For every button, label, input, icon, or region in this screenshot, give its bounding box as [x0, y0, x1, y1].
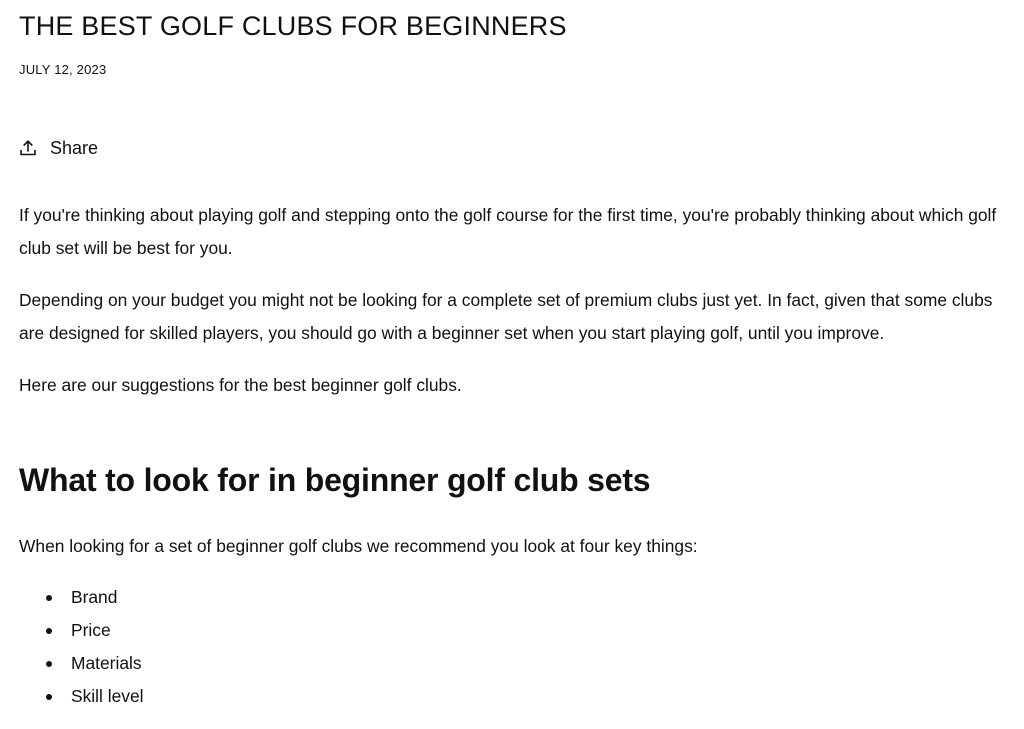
bullet-icon — [46, 595, 52, 601]
paragraph: Depending on your budget you might not be looking for a complete set of premium clubs just yet. In fact, given that some clubs are designed for skilled players, you should go with a beginner set when you start playing golf, until you improve. — [19, 290, 993, 343]
list-item — [19, 680, 143, 713]
share-upload-icon — [19, 139, 37, 157]
share-label: Share — [50, 138, 99, 158]
paragraph: Here are our suggestions for the best beginner golf clubs. — [19, 375, 462, 395]
article-body — [19, 199, 1009, 421]
list-item-label: Skill level — [71, 686, 144, 706]
article-date: JULY 12, 2023 — [19, 62, 107, 77]
bullet-icon — [46, 628, 52, 634]
list-item-label: Materials — [71, 653, 142, 673]
bullet-icon — [46, 694, 52, 700]
article-title: THE BEST GOLF CLUBS FOR BEGINNERS — [19, 11, 567, 41]
share-button[interactable] — [19, 136, 98, 160]
section-heading: What to look for in beginner golf club sets — [19, 462, 651, 498]
list-item-label: Price — [71, 620, 111, 640]
section-intro: When looking for a set of beginner golf clubs we recommend you look at four key things: — [19, 536, 698, 556]
list-item — [19, 581, 143, 614]
bullet-icon — [46, 661, 52, 667]
list-item — [19, 614, 143, 647]
list-item — [19, 647, 143, 680]
paragraph: If you're thinking about playing golf and stepping onto the golf course for the first time, you're probably thinking about which golf club set will be best for you. — [19, 205, 997, 258]
list-item-label: Brand — [71, 587, 118, 607]
key-things-list — [19, 581, 143, 713]
